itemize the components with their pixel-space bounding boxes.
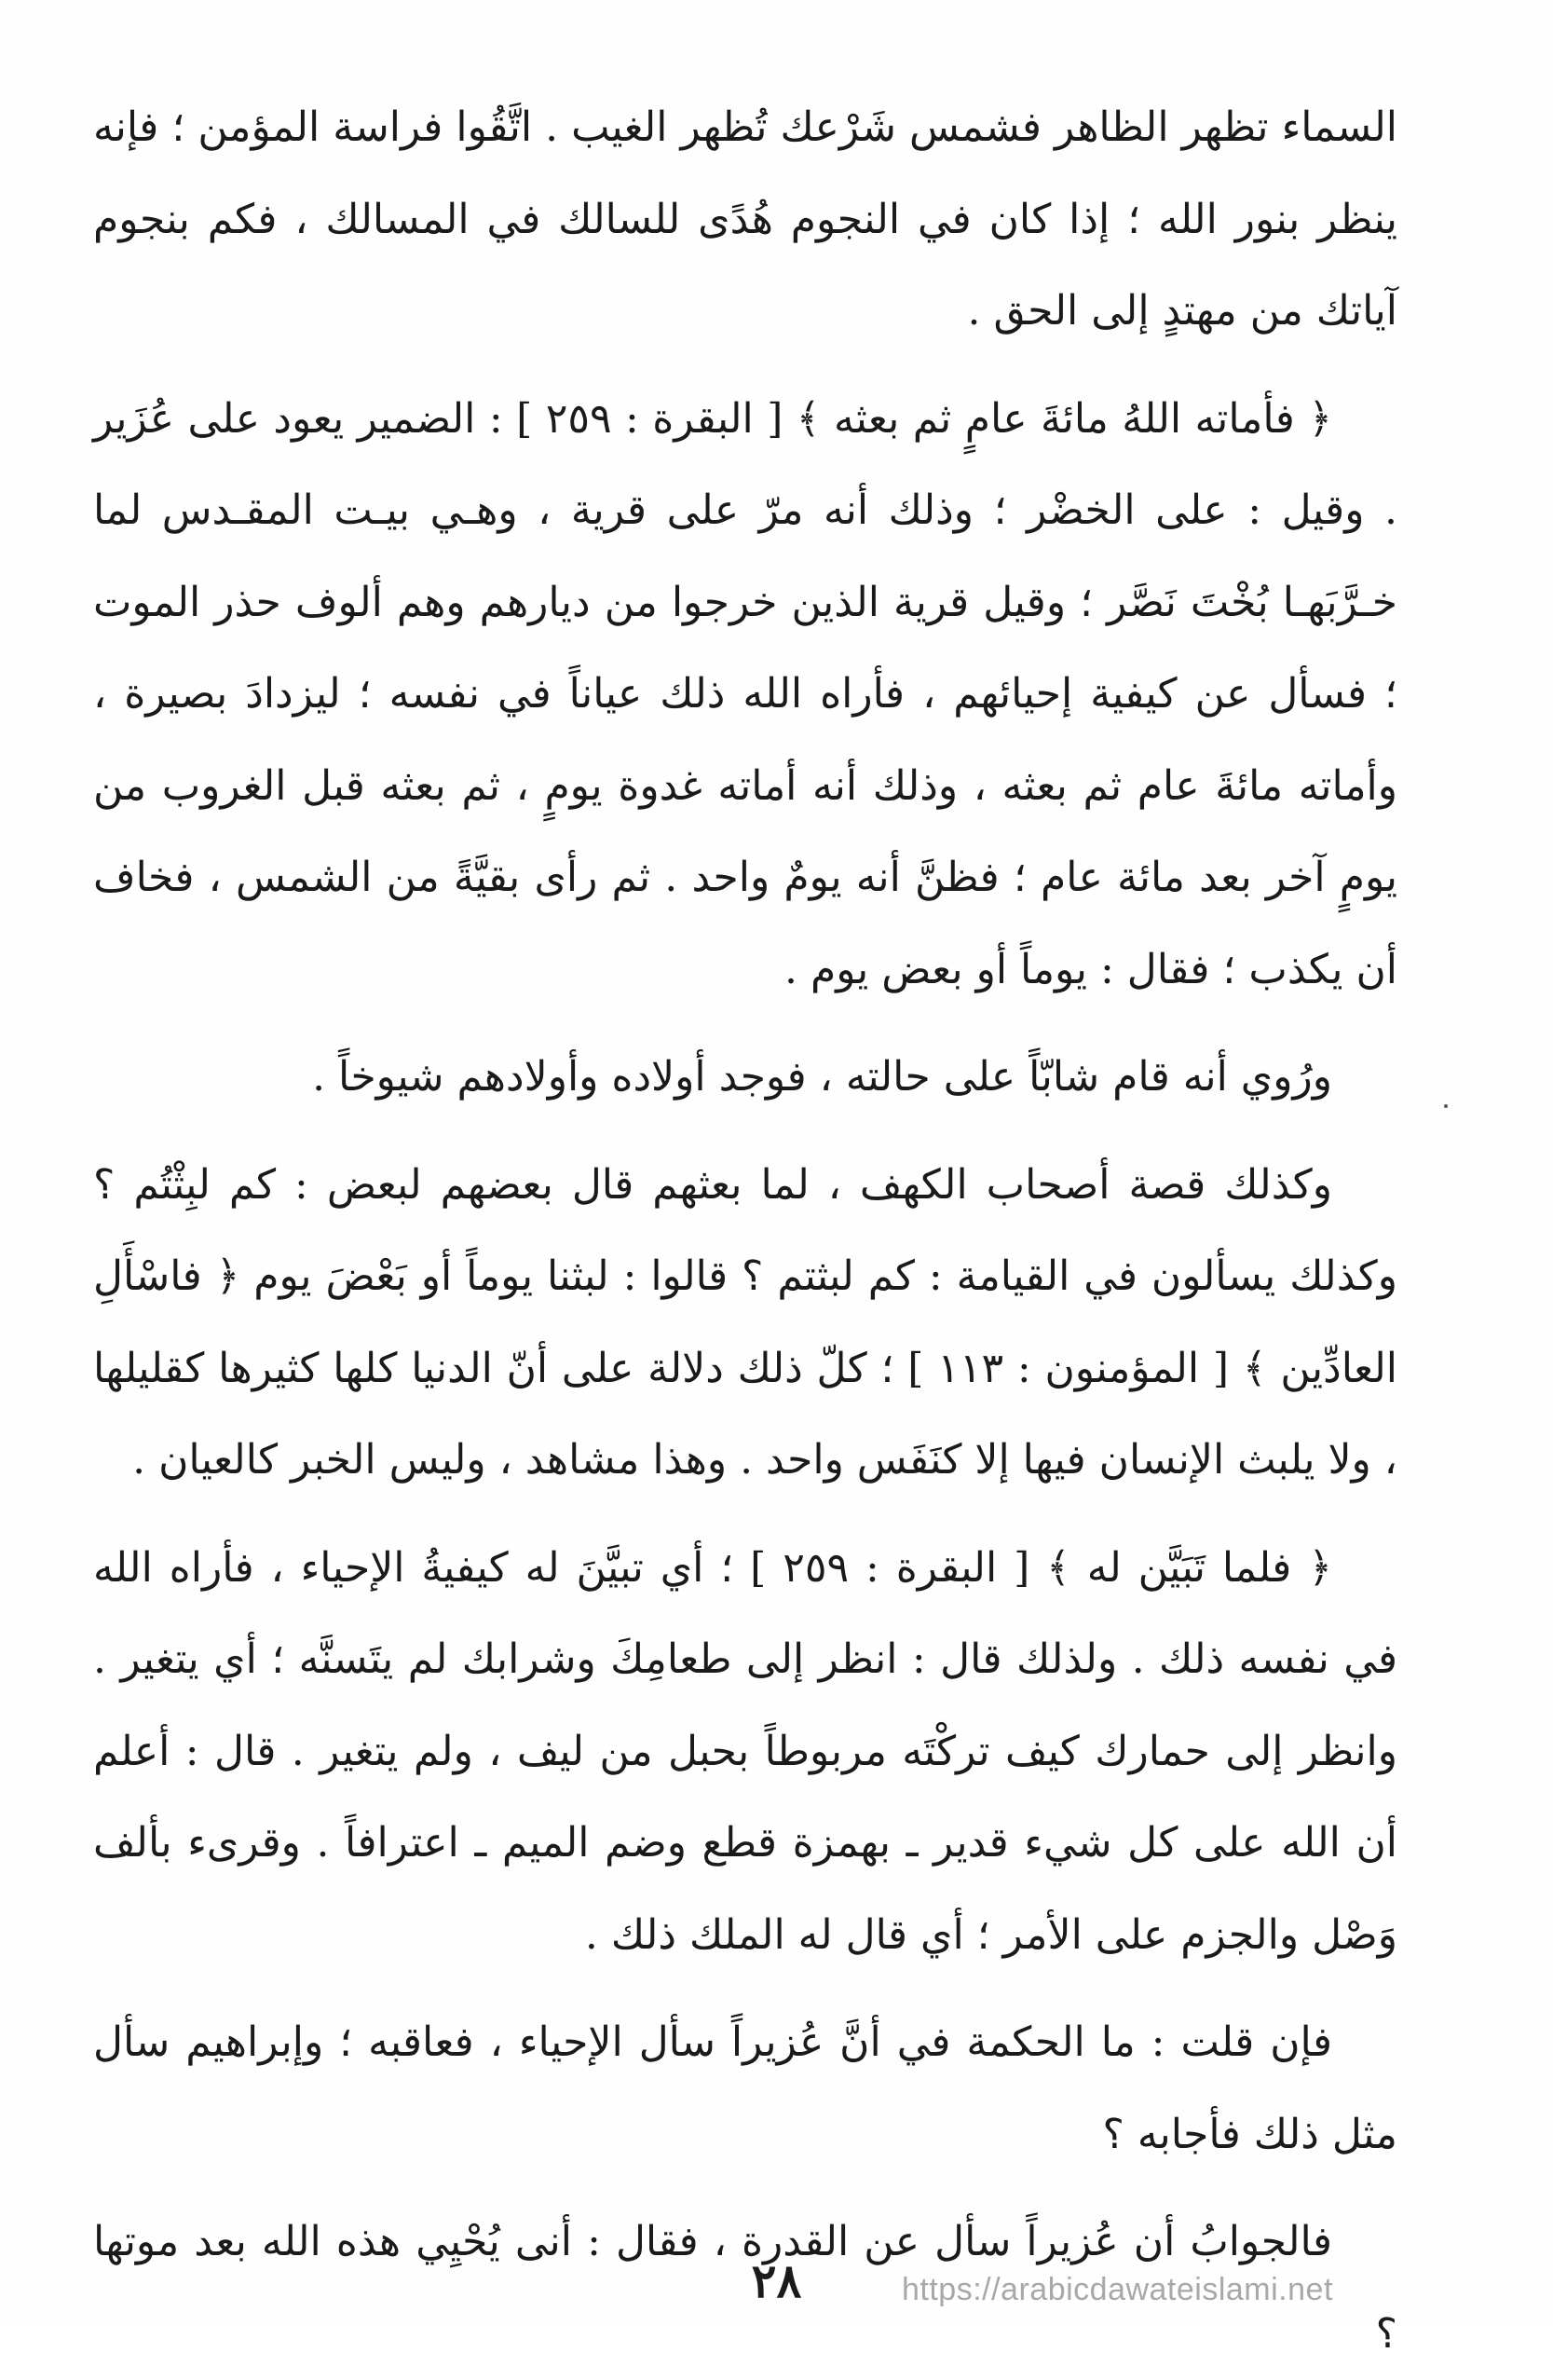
paragraph-spacer (93, 1124, 1397, 1140)
margin-mark (1444, 1104, 1448, 1108)
paragraph-spacer (93, 1016, 1397, 1032)
paragraph-spacer (93, 2181, 1397, 2196)
page-text (93, 82, 1397, 2380)
paragraph-4: وكذلك قصة أصحاب الكهف ، لما بعثهم قال بعضهم لبعض : كم لبِثْتُم ؟ وكذلك يسألون في القيامة : كم لبثتم ؟ قالوا : لبثنا يوماً أو بَعْضَ يوم ﴿ فاسْأَلِ العادِّين ﴾ [ المؤمنون : ١١٣ ] ؛ كلّ ذلك دلالة على أنّ الدنيا كلها كثيرها كقليلها ، ولا يلبث الإنسان فيها إلا كنَفَس واحد . وهذا مشاهد ، وليس الخبر كالعيان . (93, 1160, 1397, 1484)
watermark-url: https://arabicdawateislami.net (902, 2272, 1333, 2307)
paragraph-spacer (93, 1981, 1397, 1997)
paragraph-1: السماء تظهر الظاهر فشمس شَرْعك تُظهر الغيب . اتَّقُوا فراسة المؤمن ؛ فإنه ينظر بنور الله ؛ إذا كان في النجوم هُدًى للسالك في المسالك ، فكم بنجوم آياتك من مهتدٍ إلى الحق . (93, 103, 1397, 335)
paragraph-5: ﴿ فلما تَبَيَّن له ﴾ [ البقرة : ٢٥٩ ] ؛ أي تبيَّنَ له كيفيةُ الإحياء ، فأراه الله في نفسه ذلك . ولذلك قال : انظر إلى طعامِكَ وشرابك لم يتَسنَّه ؛ أي يتغير . وانظر إلى حمارك كيف تركْتَه مربوطاً بحبل من ليف ، ولم يتغير . قال : أعلم أن الله على كل شيء قدير ـ بهمزة قطع وضم الميم ـ اعترافاً . وقرىء بألف وَصْل والجزم على الأمر ؛ أي قال له الملك ذلك . (93, 1543, 1397, 1959)
paragraph-spacer (93, 1507, 1397, 1523)
page-number: ٢٨ (751, 2253, 802, 2308)
paragraph-spacer (93, 358, 1397, 374)
paragraph-7: فالجوابُ أن عُزيراً سأل عن القدرة ، فقال : أنى يُحْيِي هذه الله بعد موتها ؟ (93, 2218, 1397, 2358)
paragraph-3: ورُوي أنه قام شابّاً على حالته ، فوجد أولاده وأولادهم شيوخاً . (312, 1053, 1332, 1101)
paragraph-6: فإن قلت : ما الحكمة في أنَّ عُزيراً سأل الإحياء ، فعاقبه ؛ وإبراهيم سأل مثل ذلك فأجابه ؟ (93, 2018, 1397, 2158)
paragraph-2: ﴿ فأماته اللهُ مائةَ عامٍ ثم بعثه ﴾ [ البقرة : ٢٥٩ ] : الضمير يعود على عُزَير . وقيل : على الخضْر ؛ وذلك أنه مرّ على قرية ، وهـي بيـت المقـدس لما خـرَّبَهـا بُخْتَ نَصَّر ؛ وقيل قرية الذين خرجوا من ديارهم وهم ألوف حذر الموت ؛ فسأل عن كيفية إحيائهم ، فأراه الله ذلك عياناً في نفسه ؛ ليزدادَ بصيرة ، وأماته مائةَ عام ثم بعثه ، وذلك أنه أماته غدوة يومٍ ، ثم بعثه قبل الغروب من يومٍ آخر بعد مائة عام ؛ فظنَّ أنه يومٌ واحد . ثم رأى بقيَّةً من الشمس ، فخاف أن يكذب ؛ فقال : يوماً أو بعض يوم . (93, 394, 1398, 993)
